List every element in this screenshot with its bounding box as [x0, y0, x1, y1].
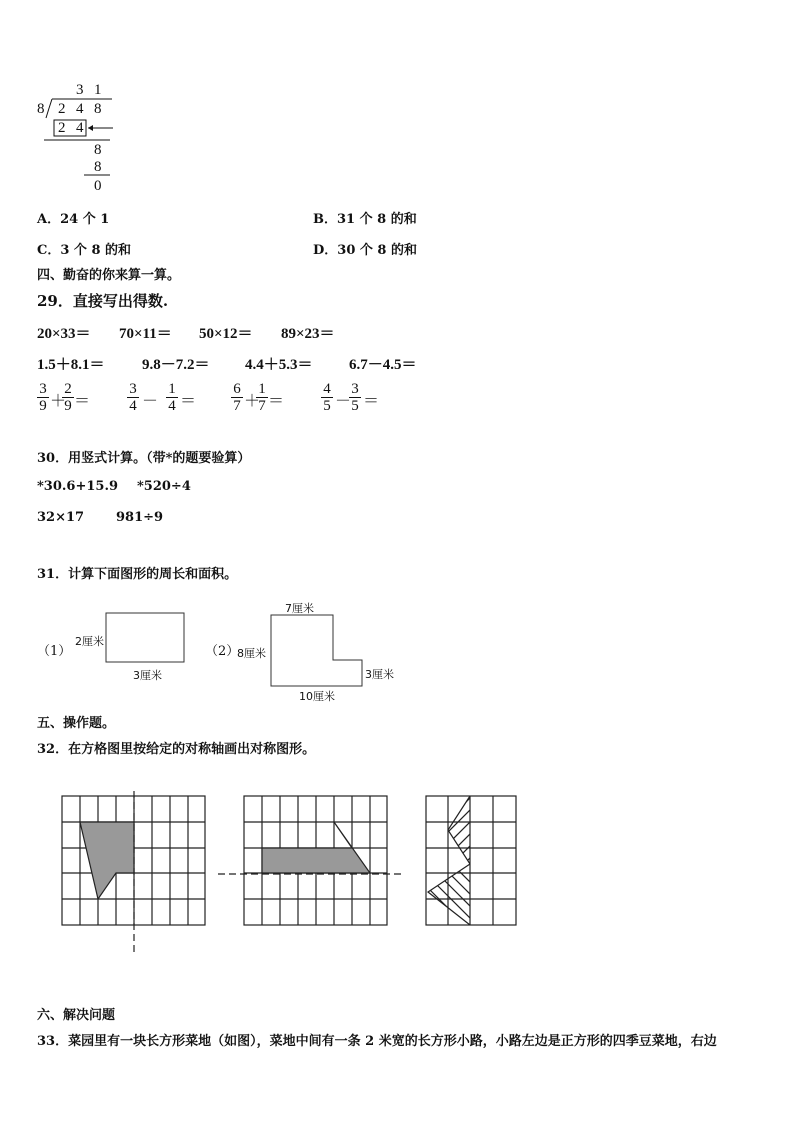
grid-2: [216, 793, 406, 933]
fig1-label: （1）: [37, 644, 72, 659]
q30-item: *520÷4: [137, 479, 191, 494]
q32-title: 32．在方格图里按给定的对称轴画出对称图形。: [37, 742, 316, 757]
boxed-24: [54, 120, 86, 136]
section6-title: 六、解决问题: [37, 1008, 116, 1023]
q30-item: 32×17: [37, 510, 85, 525]
option-d: D．30 个 8 的和: [313, 243, 417, 258]
fig2-label: （2）: [205, 644, 240, 659]
option-a: A．24 个 1: [37, 212, 110, 227]
step1-digit: 4: [76, 120, 84, 136]
q29-item: 1.5＋8.1＝: [37, 357, 105, 373]
q30-item: 981÷9: [116, 510, 164, 525]
division-lines: [0, 80, 120, 200]
divisor: 8: [37, 101, 45, 117]
rectangle-figure: [106, 613, 184, 662]
q29-item: 9.8－7.2＝: [142, 357, 210, 373]
section5-title: 五、操作题。: [37, 716, 116, 731]
q31-title: 31．计算下面图形的周长和面积。: [37, 567, 238, 582]
fig1-side: 2厘米: [75, 635, 104, 648]
q33-text: 33．菜园里有一块长方形菜地（如图），菜地中间有一条 2 米宽的长方形小路，小路左边是正方形的四季豆菜地，右边: [37, 1034, 717, 1049]
q29-title: 29．直接写出得数.: [37, 292, 169, 310]
remainder: 0: [94, 178, 102, 194]
hatched-shape: [423, 773, 483, 905]
dividend-digit: 4: [76, 101, 84, 117]
fig1-bottom: 3厘米: [133, 669, 162, 682]
q30-item: *30.6+15.9: [37, 479, 119, 494]
step2-digit: 8: [94, 159, 102, 175]
shaded-shape: [80, 822, 134, 899]
q29-item: 6.7－4.5＝: [349, 357, 417, 373]
q29-item: 4.4＋5.3＝: [245, 357, 313, 373]
fig2-top: 7厘米: [285, 602, 314, 615]
dividend-digit: 2: [58, 101, 66, 117]
fig2-bottom: 10厘米: [299, 690, 335, 703]
fig2-left: 8厘米: [237, 647, 266, 660]
step1-digit: 2: [58, 120, 66, 136]
quotient-digit: 1: [94, 82, 102, 98]
q29-item: 89×23＝: [281, 326, 335, 342]
l-shape-figure: [271, 615, 362, 686]
q29-item: 20×33＝: [37, 326, 91, 342]
section4-title: 四、勤奋的你来算一算。: [37, 268, 181, 283]
q29-item: 50×12＝: [199, 326, 253, 342]
q29-item: 70×11＝: [119, 326, 172, 342]
grid-1: [60, 793, 210, 963]
quotient-digit: 3: [76, 82, 84, 98]
option-c: C．3 个 8 的和: [37, 243, 132, 258]
fig2-right: 3厘米: [365, 668, 394, 681]
q30-title: 30．用竖式计算。（带*的题要验算）: [37, 451, 251, 466]
dividend-digit: 8: [94, 101, 102, 117]
step2-digit: 8: [94, 142, 102, 158]
option-b: B．31 个 8 的和: [313, 212, 417, 227]
grid-3: [423, 793, 523, 933]
